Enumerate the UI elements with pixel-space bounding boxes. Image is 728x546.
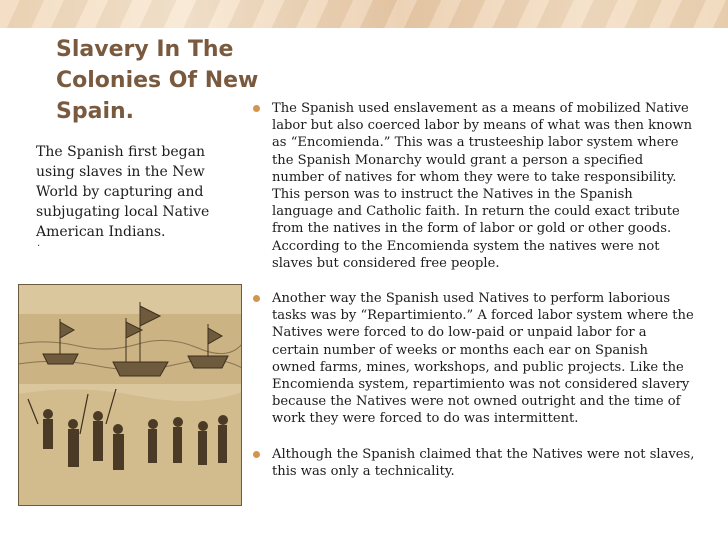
historical-engraving-image [18,284,242,506]
intro-text: The Spanish first began using slaves in the New World by capturing and subjugating local Native American Indians. [36,144,210,240]
bullet-marker-icon [253,451,260,458]
bullet-list [250,100,695,498]
bullet-marker-icon [253,105,260,112]
bullet-text: Another way the Spanish used Natives to perform laborious tasks was by “Repartimiento.” A forced labor system where the Natives were forced to do low-paid or unpaid labor for a certain number of weeks or months each ear on Spanish owned farms, mines, workshops, and public projects. Like the Encomienda system, repartimiento was not considered slavery because the Natives were not owned outright and the time of work they were forced to do was intermittent. [272,291,694,427]
bullet-item [250,290,695,428]
intro-dot: . [37,238,41,249]
bullet-item [250,100,695,272]
bullet-text: Although the Spanish claimed that the Natives were not slaves, this was only a technicality. [272,446,695,479]
decorative-top-band [0,0,728,28]
slide-title: Slavery In The Colonies Of New Spain. [56,37,259,124]
bullet-text: The Spanish used enslavement as a means of mobilized Native labor but also coerced labor by means of what was then known as “Encomienda.” This was a trusteeship labor system where the Spanish Monarchy would grant a person a specified number of natives for whom they were to take responsibility. This person was to instruct the Natives in the Spanish language and Catholic faith. In return the could exact tribute from the natives in the form of labor or gold or other goods. According to the Encomienda system the natives were not slaves but considered free people. [272,101,693,271]
bullet-marker-icon [253,295,260,302]
bullet-item [250,446,695,480]
